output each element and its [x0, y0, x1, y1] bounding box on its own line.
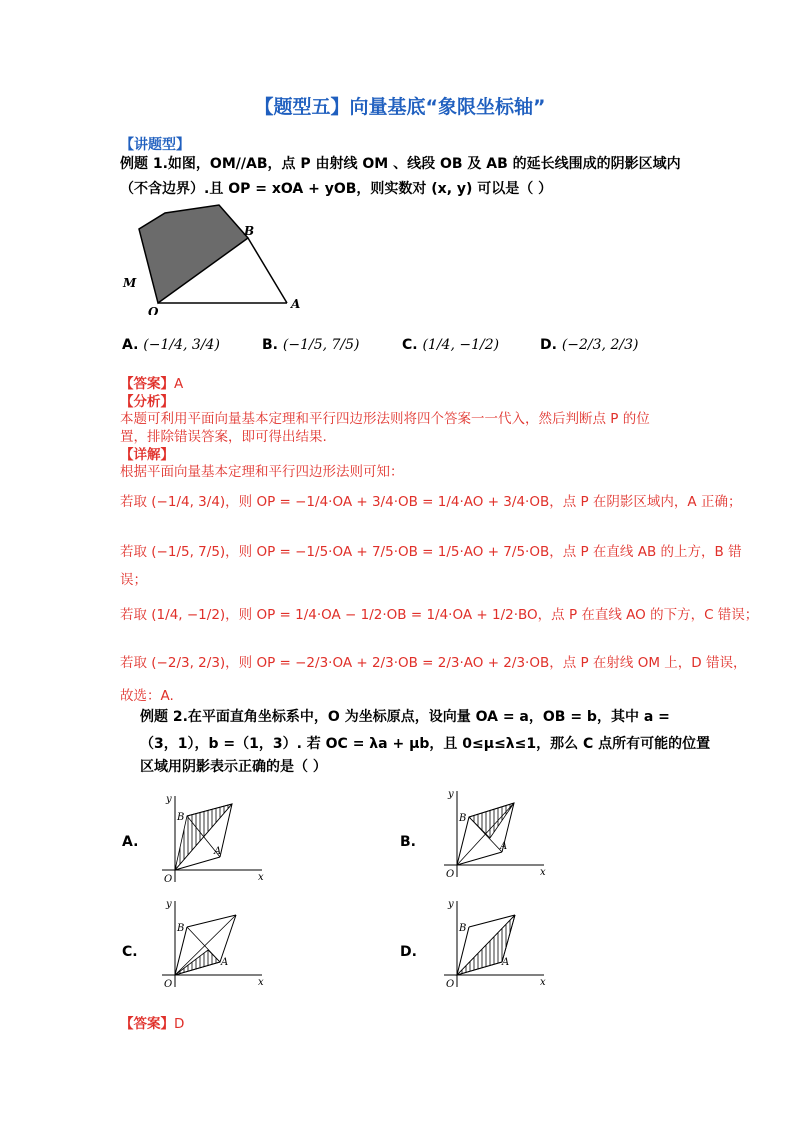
- label-x: x: [540, 867, 546, 878]
- label-x: x: [258, 872, 264, 883]
- analysis-line1: 本题可利用平面向量基本定理和平行四边形法则将四个答案一一代入，然后判断点 P 的位: [120, 411, 650, 427]
- option-a-label: A.: [122, 337, 139, 353]
- label-o: O: [446, 869, 455, 880]
- option-b-label: B.: [262, 337, 278, 353]
- case-4: 若取 (−2/3, 2/3)，则 OP = −2/3·OA + 2/3·OB = 2/3·AO + 2/3·OB，点 P 在射线 OM 上，D 错误，: [120, 655, 747, 671]
- label-y: y: [166, 794, 172, 805]
- example2-line1: 例题 2.在平面直角坐标系中，O 为坐标原点，设向量 OA = a，OB = b，其中 a =: [140, 709, 670, 725]
- label-b: B: [459, 923, 467, 934]
- label-a: A: [500, 841, 508, 852]
- option-c-label: C.: [402, 337, 418, 353]
- option-b-value: (−1/5, 7/5): [282, 337, 360, 353]
- ex2-option-d-label[interactable]: D.: [400, 944, 417, 960]
- label-x: x: [258, 977, 264, 988]
- label-a: A: [214, 846, 222, 857]
- answer-2: [120, 1012, 184, 1032]
- shade-region: [469, 803, 514, 838]
- ex2-option-a-label[interactable]: A.: [122, 834, 139, 850]
- example1-figure: [115, 200, 315, 315]
- label-b: B: [244, 224, 255, 238]
- option-a[interactable]: [122, 337, 220, 353]
- ex2-graph-d[interactable]: [432, 895, 552, 995]
- shade-region: [175, 950, 220, 975]
- label-o: O: [164, 979, 173, 990]
- answer-1: [120, 372, 183, 392]
- option-d[interactable]: [540, 337, 638, 353]
- edge: [187, 915, 236, 927]
- example1-line2: （不含边界）.且 OP = xOA + yOB，则实数对 (x, y) 可以是（ ）: [120, 181, 553, 197]
- option-c-value: (1/4, −1/2): [422, 337, 500, 353]
- label-a: A: [502, 957, 510, 968]
- ex2-graph-c[interactable]: [150, 895, 270, 995]
- example2-line3: 区域用阴影表示正确的是（ ）: [140, 759, 327, 775]
- option-d-label: D.: [540, 337, 557, 353]
- option-d-value: (−2/3, 2/3): [561, 337, 639, 353]
- page-title: 【题型五】向量基底“象限坐标轴”: [254, 96, 546, 118]
- case-2: 若取 (−1/5, 7/5)，则 OP = −1/5·OA + 7/5·OB = 1/5·AO + 7/5·OB，点 P 在直线 AB 的上方，B 错: [120, 544, 742, 560]
- segment-ab: [248, 238, 287, 303]
- ex2-option-b-label[interactable]: B.: [400, 834, 416, 850]
- option-c[interactable]: [402, 337, 499, 353]
- section-label: 【讲题型】: [120, 137, 190, 153]
- option-a-value: (−1/4, 3/4): [143, 337, 220, 353]
- label-y: y: [448, 899, 454, 910]
- case-2-cont: 误；: [120, 572, 147, 588]
- answer-value-1: A: [174, 376, 184, 392]
- detail-label: 【详解】: [120, 447, 174, 463]
- label-b: B: [459, 813, 467, 824]
- analysis-line2: 置，排除错误答案，即可得出结果.: [120, 429, 327, 445]
- vector-ob: [457, 817, 469, 865]
- answer-value-2: D: [174, 1016, 185, 1032]
- option-b[interactable]: [262, 337, 360, 353]
- case-1: 若取 (−1/4, 3/4)，则 OP = −1/4·OA + 3/4·OB = 1/4·AO + 3/4·OB，点 P 在阴影区域内，A 正确；: [120, 494, 742, 510]
- analysis-label: 【分析】: [120, 394, 174, 410]
- answer-label-1: 【答案】: [120, 376, 174, 392]
- label-o: O: [446, 979, 455, 990]
- label-y: y: [166, 899, 172, 910]
- answer-label-2: 【答案】: [120, 1016, 174, 1032]
- label-o: O: [148, 305, 159, 315]
- ex2-graph-a[interactable]: [150, 790, 270, 890]
- conclusion: 故选：A.: [120, 688, 174, 704]
- case-3: 若取 (1/4, −1/2)，则 OP = 1/4·OA − 1/2·OB = 1/4·OA + 1/2·BO，点 P 在直线 AO 的下方，C 错误；: [120, 607, 759, 623]
- label-b: B: [177, 812, 185, 823]
- label-b: B: [177, 923, 185, 934]
- label-y: y: [448, 789, 454, 800]
- example2-line2: （3，1），b =（1，3）. 若 OC = λa + μb，且 0≤μ≤λ≤1，那么 C 点所有可能的位置: [140, 736, 711, 752]
- shaded-region: [139, 205, 248, 303]
- example1-line1: 例题 1.如图，OM//AB，点 P 由射线 OM 、线段 OB 及 AB 的延长线围成的阴影区域内: [120, 156, 681, 172]
- edge: [220, 915, 236, 962]
- detail-intro: 根据平面向量基本定理和平行四边形法则可知：: [120, 464, 404, 480]
- vector-oa: [457, 852, 502, 865]
- label-m: M: [123, 276, 137, 290]
- label-x: x: [540, 977, 546, 988]
- ex2-graph-b[interactable]: [432, 785, 552, 885]
- label-o: O: [164, 874, 173, 885]
- label-a: A: [291, 297, 301, 311]
- label-a: A: [221, 957, 229, 968]
- ex2-option-c-label[interactable]: C.: [122, 944, 138, 960]
